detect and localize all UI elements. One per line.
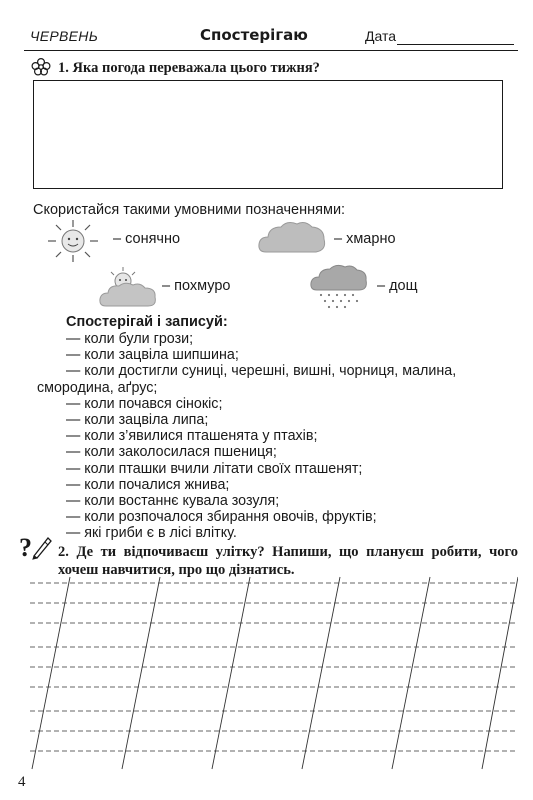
list-item: — коли були грози; [66,331,194,347]
writing-lines[interactable] [30,573,518,773]
observe-list [37,331,507,542]
svg-text:?: ? [19,533,32,560]
list-item: — коли пташки вчили літати своїх пташенят; [66,460,363,477]
list-item: — коли почалися жнива; [66,476,230,493]
task1-question: 1. Яка погода переважала цього тижня? [58,60,320,76]
page-number: 4 [18,774,26,790]
cloud-icon [256,218,328,258]
date-label: Дата [365,28,397,44]
legend-overcast-label: – похмуро [162,278,231,294]
legend-rain-label: – дощ [377,278,418,294]
weather-answer-box[interactable] [33,80,503,189]
list-item: — коли востаннє кувала зозуля; [66,493,280,510]
month-heading: ЧЕРВЕНЬ [30,28,99,44]
list-item: — коли заколосилася пшениця; [66,444,277,461]
question-pen-icon [18,532,54,560]
legend-cloudy-label: – хмарно [334,231,396,247]
legend-intro: Скористайся такими умовними позначеннями: [33,202,346,218]
task2-question: 2. Де ти відпочиваєш улітку? Напиши, що плануєш робити, чого хочеш навчитися, про що дізнатись. [58,544,518,578]
observe-title: Спостерігай і записуй: [66,314,228,330]
list-item: — коли достигли суниці, черешні, вишні, чорниця, малина, [66,363,457,380]
date-field[interactable] [397,44,514,45]
list-item: — коли зацвіла шипшина; [66,347,239,364]
list-item: — коли розпочалося збирання овочів, фруктів; [66,509,377,526]
flower-icon [30,57,52,77]
header-divider [24,50,518,51]
sun-icon [44,218,102,264]
list-item: — які гриби є в лісі влітку. [66,525,237,542]
legend-sunny-label: – сонячно [113,231,181,247]
list-item: смородина, аґрус; [37,379,158,396]
rain-cloud-icon [309,262,369,312]
list-item: — коли зацвіла липа; [66,412,209,429]
list-item: — коли почався сінокіс; [66,395,223,412]
sun-behind-cloud-icon [98,266,158,310]
list-item: — коли з’явилися пташенята у птахів; [66,428,318,445]
page-title: Спостерігаю [200,26,308,44]
